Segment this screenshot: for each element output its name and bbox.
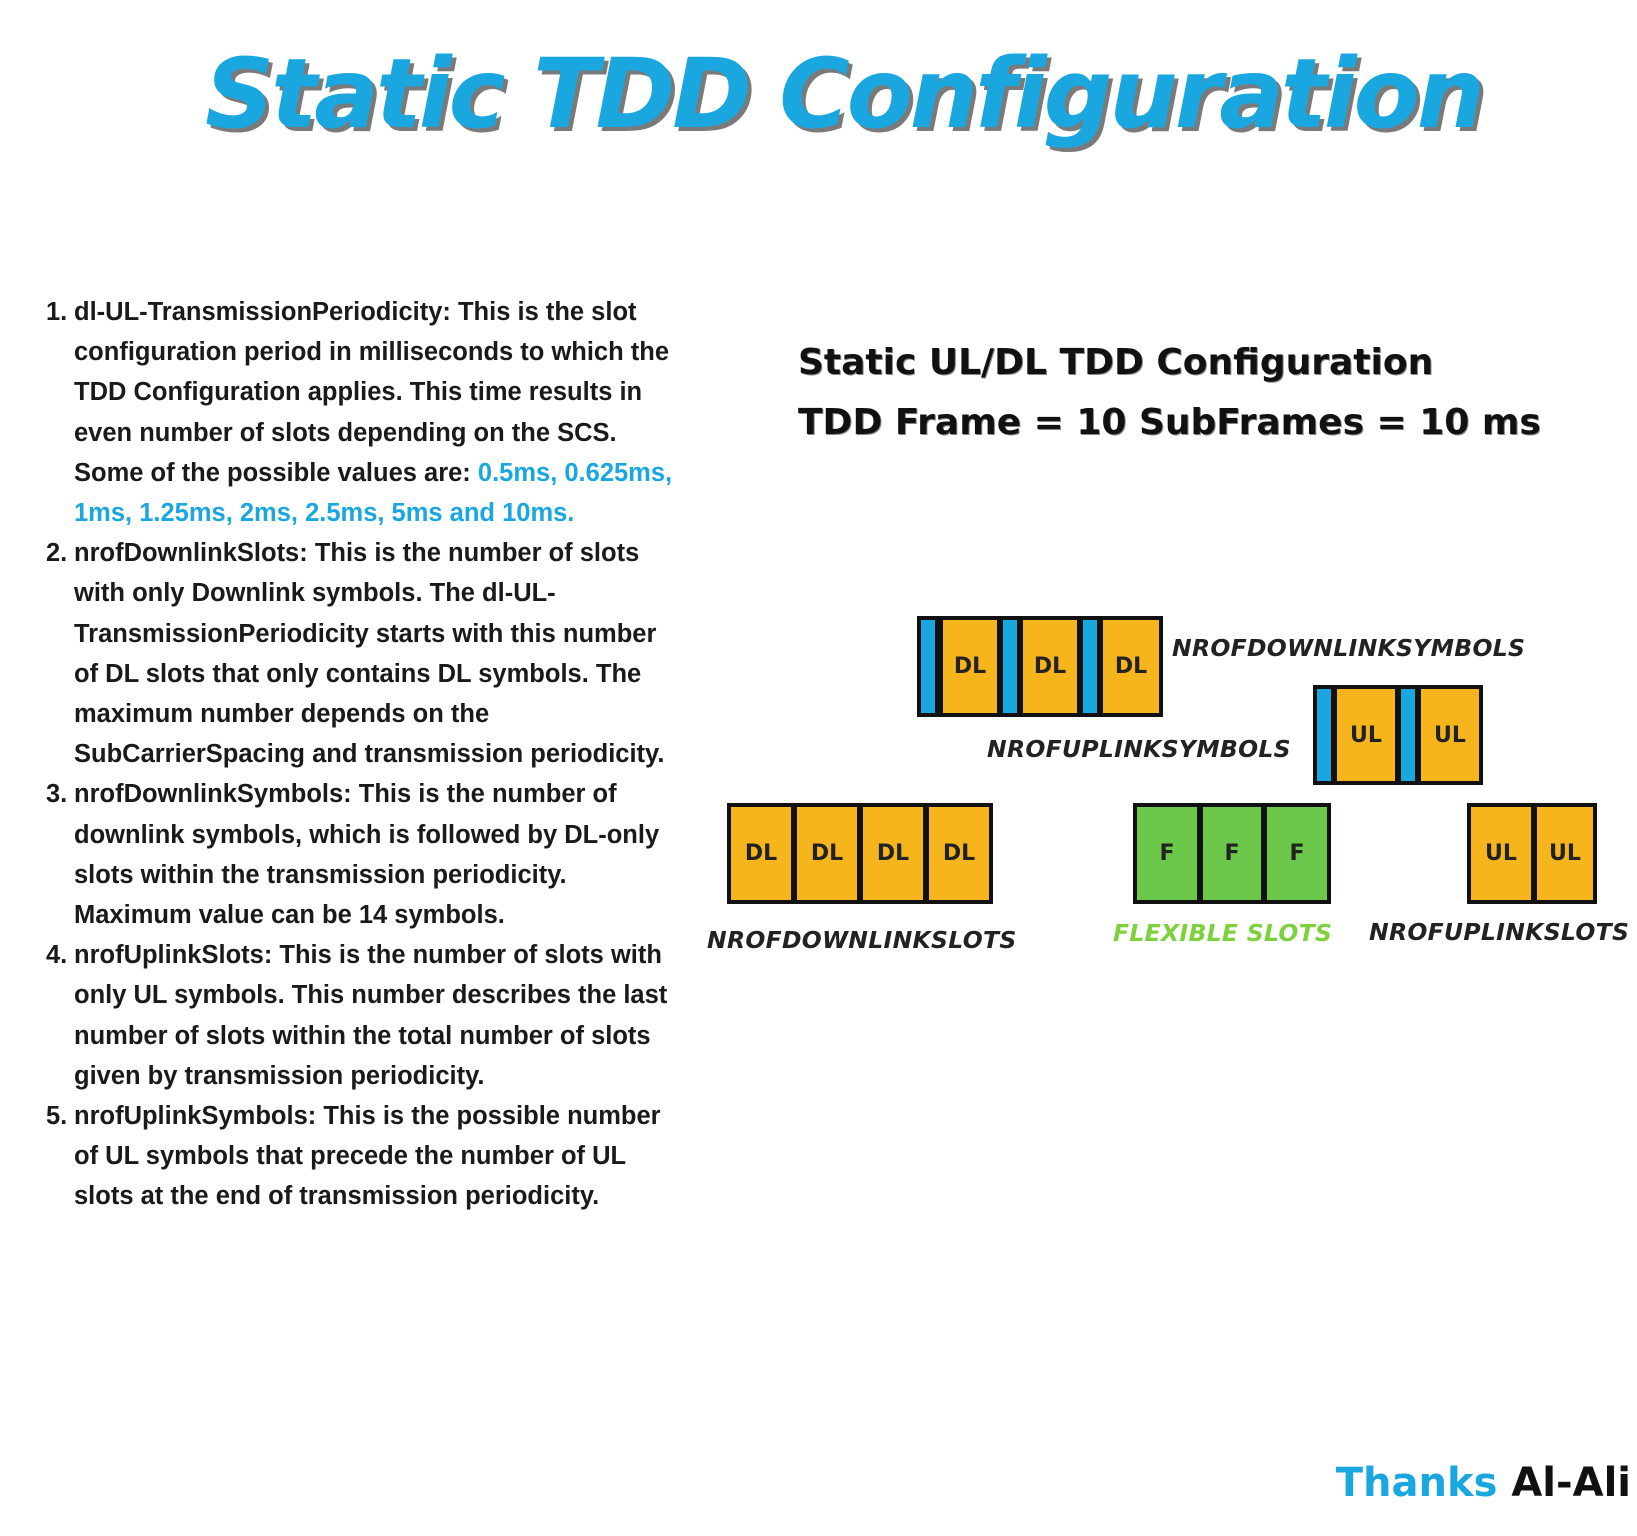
- periodicity-values: 0.5ms, 0.625ms, 1ms, 1.25ms, 2ms, 2.5ms, 5ms and 10ms.: [74, 458, 673, 528]
- item-text: dl-UL-TransmissionPeriodicity: This is the slot configuration period in milliseconds to which the TDD Configuration applies. This time results in even number of slots depending on the SCS. Some of the possible values are:: [74, 298, 670, 487]
- ul-symbol-bar: [1397, 685, 1419, 785]
- item-number: 4.: [46, 941, 68, 970]
- ul-slot: UL: [1533, 803, 1597, 904]
- item-text: nrofUplinkSlots: This is the number of slots with only UL symbols. This number describes the last number of slots within the total number of slots given by transmission periodicity.: [74, 941, 668, 1090]
- item-number: 3.: [46, 780, 68, 809]
- nrofuplinksymbols-label: NROFUPLINKSYMBOLS: [987, 735, 1291, 763]
- dl-symbol-bar: [1079, 616, 1101, 717]
- ul-slot: UL: [1467, 803, 1535, 904]
- ul-symbol-slot: UL: [1417, 685, 1483, 785]
- item-text: nrofDownlinkSlots: This is the number of slots with only Downlink symbols. The dl-UL-TransmissionPeriodicity starts with this number of DL slots that only contains DL symbols. The maximum number depends on the SubCarrierSpacing and transmission periodicity.: [74, 539, 665, 769]
- dl-symbol-bar: [917, 616, 939, 717]
- dl-symbol-slot: DL: [939, 616, 1001, 717]
- diagram-heading: Static UL/DL TDD Configuration: [798, 342, 1434, 383]
- ul-symbol-slot: UL: [1333, 685, 1399, 785]
- description-item: [46, 533, 686, 774]
- dl-slot: DL: [925, 803, 993, 904]
- nrofuplinkslots-label: NROFUPLINKSLOTS: [1369, 918, 1630, 946]
- flexible-slot: F: [1263, 803, 1331, 904]
- thanks-text: Thanks: [1335, 1460, 1498, 1506]
- nrofdownlinksymbols-label: NROFDOWNLINKSYMBOLS: [1172, 634, 1526, 662]
- item-number: 1.: [46, 298, 68, 326]
- dl-symbol-bar: [999, 616, 1021, 717]
- description-item: [46, 292, 686, 533]
- description-list: [46, 292, 686, 1217]
- dl-symbol-slot: DL: [1019, 616, 1081, 717]
- dl-slot: DL: [793, 803, 861, 904]
- flexible-slots-label: FLEXIBLE SLOTS: [1113, 919, 1333, 947]
- ul-symbol-bar: [1313, 685, 1335, 785]
- diagram-subheading: TDD Frame = 10 SubFrames = 10 ms: [798, 402, 1541, 443]
- description-item: [46, 935, 686, 1096]
- item-text: nrofUplinkSymbols: This is the possible number of UL symbols that precede the number of UL slots at the end of transmission periodicity.: [74, 1102, 661, 1211]
- description-item: [46, 1096, 686, 1217]
- dl-slot: DL: [727, 803, 795, 904]
- nrofdownlinkslots-label: NROFDOWNLINKSLOTS: [707, 926, 1017, 954]
- page-title: Static TDD Configuration: [205, 38, 1482, 150]
- dl-symbol-slot: DL: [1099, 616, 1163, 717]
- item-number: 2.: [46, 539, 68, 568]
- dl-slot: DL: [859, 803, 927, 904]
- flexible-slot: F: [1199, 803, 1265, 904]
- flexible-slot: F: [1133, 803, 1201, 904]
- item-number: 5.: [46, 1102, 68, 1131]
- description-item: [46, 774, 686, 935]
- credits: [1336, 1460, 1631, 1506]
- author-name: Al-Ali: [1511, 1460, 1631, 1506]
- item-text: nrofDownlinkSymbols: This is the number of downlink symbols, which is followed by DL-only slots within the transmission periodicity. Maximum value can be 14 symbols.: [74, 780, 660, 930]
